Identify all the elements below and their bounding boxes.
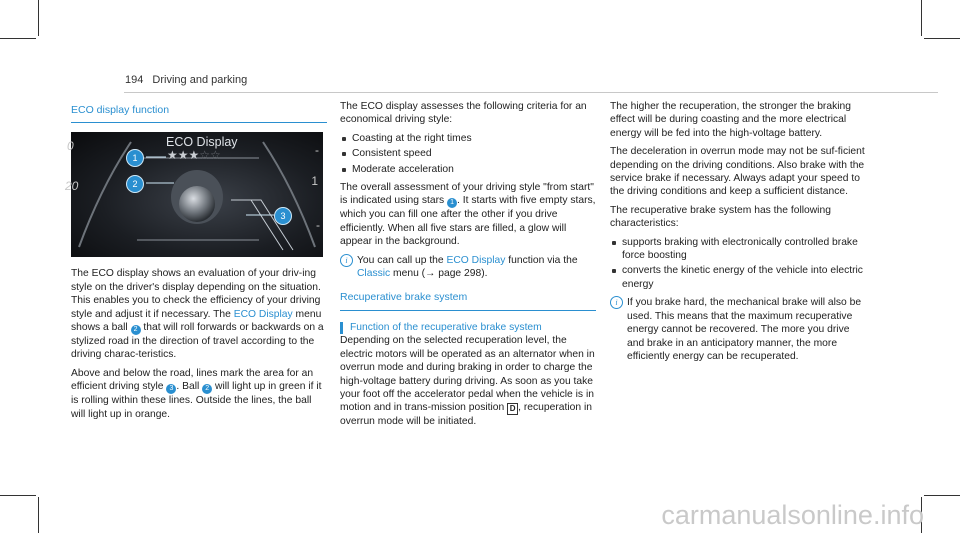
eco-display-title: ECO Display xyxy=(166,135,238,150)
page-header xyxy=(125,74,247,87)
crop-mark xyxy=(0,38,36,39)
section-title-recuperative: Recuperative brake system xyxy=(340,291,596,310)
list-item: Moderate acceleration xyxy=(340,163,596,176)
crop-mark xyxy=(38,0,39,36)
list-item: supports braking with electronically controlled brake force boosting xyxy=(610,236,866,263)
dial-label: - xyxy=(316,218,320,233)
header-rule xyxy=(124,92,938,93)
eco-display-figure xyxy=(65,132,323,257)
ref-badge: 3 xyxy=(166,384,176,394)
paragraph: The deceleration in overrun mode may not be suf-ficient depending on the driving conditions. Also brake with the service brake if necessary. Always adapt your speed to the driving conditions and keep a sufficient distance. xyxy=(610,146,865,198)
crop-mark xyxy=(924,38,960,39)
paragraph: The overall assessment of your driving style "from start" is indicated using stars 1 . It starts with five empty stars, which you can fill one after the other if you drive efficiently. When all five stars are filled, a glow will appear in the background. xyxy=(340,182,596,248)
column-3 xyxy=(610,100,866,368)
dial-label: 0 xyxy=(67,139,74,154)
dial-label: 20 xyxy=(65,179,79,194)
info-note: i If you brake hard, the mechanical brake will also be used. This means that the maximum recuperative energy cannot be recovered. The more you drive and brake in an anticipatory manner, the more efficiently energy can be recuperated. xyxy=(610,296,866,363)
gear-d-icon: D xyxy=(507,403,518,415)
eco-display-link[interactable]: ECO Display xyxy=(233,308,293,320)
eco-display-link[interactable]: ECO Display xyxy=(446,254,506,266)
paragraph: Above and below the road, lines mark the area for an efficient driving style 3 . Ball 2 will light up in green if it is rolling within these lines. Outside the lines, the ball will light up in orange. xyxy=(71,367,322,420)
ref-badge: 1 xyxy=(447,198,457,208)
section-title-eco: ECO display function xyxy=(71,104,327,123)
callout-1: 1 xyxy=(126,149,144,167)
star-filled-icon: ★★★ xyxy=(167,148,200,163)
criteria-list xyxy=(340,132,596,176)
crop-mark xyxy=(0,495,36,496)
list-item: Consistent speed xyxy=(340,147,596,160)
info-icon: i xyxy=(340,254,353,267)
list-item: Coasting at the right times xyxy=(340,132,596,145)
paragraph: The higher the recuperation, the stronger the braking effect will be during coasting and the more electrical energy will be fed into the high-voltage battery. xyxy=(610,101,851,139)
eco-stars xyxy=(167,149,221,162)
dial-label: - xyxy=(315,143,319,158)
crop-mark xyxy=(924,495,960,496)
ref-badge: 2 xyxy=(131,325,141,335)
classic-menu-link[interactable]: Classic xyxy=(357,268,391,280)
page-ref-link[interactable]: menu (→ page 298). xyxy=(390,268,488,280)
crop-mark xyxy=(38,497,39,533)
paragraph: The ECO display assesses the following criteria for an economical driving style: xyxy=(340,101,587,126)
callout-3: 3 xyxy=(274,207,292,225)
chapter-title: Driving and parking xyxy=(152,74,248,86)
paragraph: The recuperative brake system has the following characteristics: xyxy=(610,204,831,230)
subsection-title: Function of the recuperative brake system xyxy=(340,321,596,334)
info-icon: i xyxy=(610,296,623,309)
paragraph: Depending on the selected recuperation level, the electric motors will be operated as an alternator when in overrun mode and during braking in order to charge the high-voltage battery during driving. As soon as you take your foot off the accelerator pedal when the vehicle is in motion and in trans-mission position D , recuperation in overrun mode will be initiated. xyxy=(340,335,595,428)
column-2 xyxy=(340,100,596,434)
info-note: i You can call up the ECO Display function via the Classic menu (→ page 298). xyxy=(340,254,596,281)
characteristics-list xyxy=(610,236,866,292)
callout-2: 2 xyxy=(126,175,144,193)
column-1 xyxy=(65,100,327,426)
watermark: carmanualsonline.info xyxy=(661,500,924,530)
paragraph: The ECO display shows an evaluation of your driv-ing style on the driver's display depending on the situation. This enables you to check the efficiency of your driving style and adjust it if necessary. The ECO Display menu shows a ball 2 that will roll forwards or backwards on a stylized road in the direction of travel according to the driving charac-teristics. xyxy=(71,268,324,361)
page-number: 194 xyxy=(125,74,144,86)
heading-bar xyxy=(340,322,343,334)
dial-label: 1 xyxy=(311,174,318,189)
list-item: converts the kinetic energy of the vehicle into electric energy xyxy=(610,264,866,291)
star-empty-icon: ☆☆ xyxy=(199,148,221,163)
crop-mark xyxy=(921,0,922,36)
ref-badge: 2 xyxy=(202,384,212,394)
